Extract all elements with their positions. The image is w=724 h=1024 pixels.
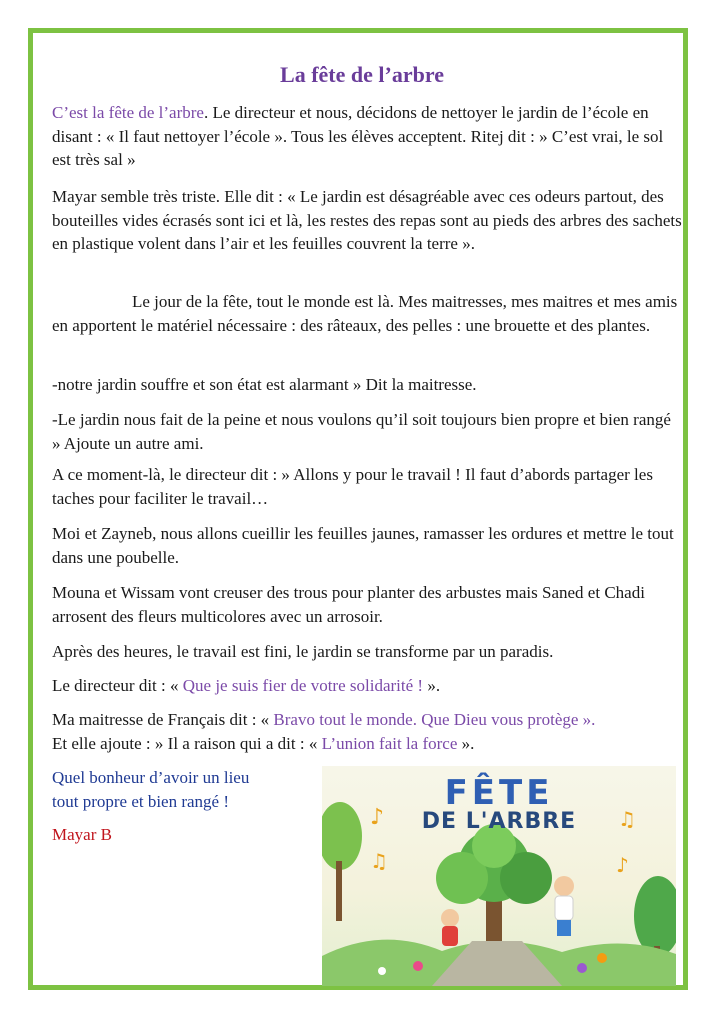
paragraph-3 [52, 290, 682, 337]
child-boy-icon [554, 876, 574, 896]
director-quote: Que je suis fier de votre solidarité ! [182, 676, 424, 695]
paragraph-11 [52, 708, 682, 755]
paragraph-11-line2: Et elle ajoute : » Il a raison qui a dit : « [52, 733, 322, 753]
paragraph-6: A ce moment-là, le directeur dit : » Allons y pour le travail ! Il faut d’abords partager les taches pour faciliter le travail… [52, 465, 653, 508]
music-note-icon: ♪ [370, 805, 385, 830]
poster-title-line-2: DE L'ARBRE [421, 809, 577, 834]
paragraph-10-end: ». [423, 676, 441, 695]
poster-illustration [322, 766, 676, 986]
poster-artwork [322, 766, 676, 986]
paragraph-1 [52, 101, 682, 172]
paragraph-11-end: ». [457, 733, 475, 753]
butterfly-icon [597, 953, 607, 963]
paragraph-2: Mayar semble très triste. Elle dit : « Le jardin est désagréable avec ces odeurs partout, des bouteilles vides écrasés sont ici et là, les restes des repas sont au pieds des arbres des sachets en plastique volent dans l’air et les feuilles couvrent la terre ». [52, 187, 682, 253]
child-girl-icon [441, 909, 459, 927]
proverb-quote: L’union fait la force [321, 733, 458, 753]
paragraph-10-intro: Le directeur dit : « [52, 676, 183, 695]
paragraph-9: Après des heures, le travail est fini, le jardin se transforme par un paradis. [52, 642, 554, 661]
music-note-icon: ♫ [370, 849, 388, 873]
flower-icon [577, 963, 587, 973]
closing-text [52, 766, 292, 813]
paragraph-4: -notre jardin souffre et son état est alarmant » Dit la maitresse. [52, 375, 477, 394]
paragraph-5: -Le jardin nous fait de la peine et nous voulons qu’il soit toujours bien propre et bien rangé » Ajoute un autre ami. [52, 410, 671, 453]
music-note-icon: ♫ [618, 807, 636, 831]
flower-icon [378, 967, 386, 975]
left-tree-icon [322, 802, 362, 870]
closing-line-1: Quel bonheur d’avoir un lieu [52, 768, 250, 787]
flower-icon [413, 961, 423, 971]
right-tree-icon [634, 876, 676, 956]
closing-line-2: tout propre et bien rangé ! [52, 791, 230, 811]
page-title: La fête de l’arbre [280, 62, 444, 87]
paragraph-8: Mouna et Wissam vont creuser des trous pour planter des arbustes mais Saned et Chadi arrosent des fleurs multicolores avec un arrosoir. [52, 583, 645, 626]
highlight-phrase: C’est la fête de l’arbre [52, 103, 204, 122]
author-name: Mayar B [52, 825, 112, 844]
teacher-quote: Bravo tout le monde. Que Dieu vous protège ». [273, 710, 596, 729]
paragraph-3-text: Le jour de la fête, tout le monde est là. Mes maitresses, mes maitres et mes amis en apportent le matériel nécessaire : des râteaux, des pelles : une brouette et des plantes. [52, 292, 678, 335]
paragraph-10 [52, 674, 682, 698]
paragraph-7: Moi et Zayneb, nous allons cueillir les feuilles jaunes, ramasser les ordures et mettre le tout dans une poubelle. [52, 524, 674, 567]
music-note-icon: ♪ [616, 853, 629, 877]
paragraph-11-intro: Ma maitresse de Français dit : « [52, 710, 274, 729]
paragraph-1-text: . Le directeur et nous, décidons de nettoyer le jardin de l’école en disant : « Il faut nettoyer l’école ». Tous les élèves acceptent. Ritej dit : » C’est vrai, le sol est très sal » [52, 103, 664, 169]
poster-title-line-1: FÊTE [444, 773, 554, 813]
